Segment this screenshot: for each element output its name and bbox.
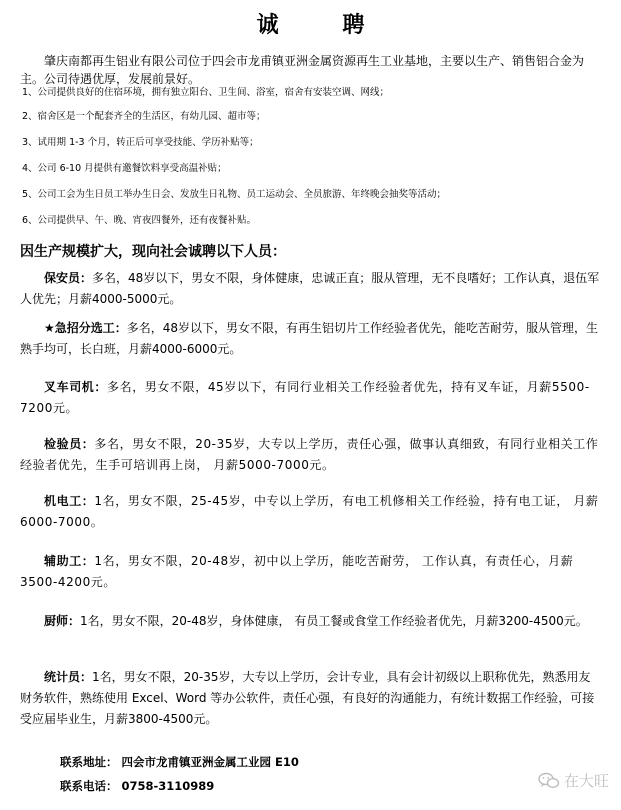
job-security-guard xyxy=(20,268,601,310)
benefit-item: 4、公司 6-10 月提供有邀餐饮料享受高温补贴； xyxy=(22,163,227,174)
wechat-icon xyxy=(538,772,560,790)
job-title: 辅助工： xyxy=(44,554,95,568)
job-title: 检验员： xyxy=(44,437,95,451)
page-title: 诚 聘 xyxy=(256,12,393,38)
watermark-text: 在大旺 xyxy=(563,772,609,790)
job-description: 1名，男女不限，20-48岁，身体健康， 有员工餐或食堂工作经验者优先，月薪3200-4500元。 xyxy=(80,614,588,628)
benefit-item: 5、公司工会为生日员工举办生日会、发放生日礼物、员工运动会、全员旅游、年终晚会抽奖等活动； xyxy=(22,189,447,200)
job-title: 统计员： xyxy=(44,670,93,684)
job-description: 1名，男女不限，20-35岁，大专以上学历，会计专业，具有会计初级以上职称优先，熟悉用友财务软件，熟练使用 Excel、Word 等办公软件，责任心强，有良好的沟通能力，有统计数据工作经验，可接受应届毕业生，月薪3800-4500元。 xyxy=(20,670,595,726)
job-sorting-worker xyxy=(20,318,601,360)
job-auxiliary-worker xyxy=(20,551,601,593)
company-intro: 肇庆南都再生铝业有限公司位于四会市龙甫镇亚洲金属资源再生工业基地，主要以生产、销售铝合金为主。公司待遇优厚，发展前景好。 xyxy=(20,54,585,86)
benefit-item: 6、公司提供早、午、晚、宵夜四餐外，还有夜餐补贴。 xyxy=(22,215,257,226)
job-title: 厨师： xyxy=(44,614,81,628)
jobs-heading: 因生产规模扩大，现向社会诚聘以下人员： xyxy=(20,244,286,260)
benefit-item: 2、宿舍区是一个配套齐全的生活区，有幼儿园、超市等； xyxy=(22,111,266,122)
job-title: 叉车司机： xyxy=(44,380,108,394)
job-description: 多名，男女不限，20-35岁，大专以上学历，责任心强，做事认真细致，有同行业相关工作经验者优先，生手可培训再上岗， 月薪5000-7000元。 xyxy=(20,437,599,472)
contact-address: 联系地址： 四会市龙甫镇亚洲金属工业园 E10 xyxy=(60,755,299,769)
job-electrician xyxy=(20,491,601,533)
job-title: 保安员： xyxy=(44,271,93,285)
job-description: 多名，男女不限，45岁以下，有同行业相关工作经验者优先，持有叉车证，月薪5500-7200元。 xyxy=(20,380,590,415)
job-description: 多名，48岁以下，男女不限，有再生铝切片工作经验者优先，能吃苦耐劳，服从管理，生熟手均可，长白班，月薪4000-6000元。 xyxy=(20,321,599,356)
job-statistician xyxy=(20,667,601,730)
contact-phone: 联系电话： 0758-3110989 xyxy=(60,779,215,793)
job-description: 1名，男女不限，25-45岁，中专以上学历，有电工机修相关工作经验，持有电工证， 月薪6000-7000。 xyxy=(20,494,599,529)
job-description: 多名，48岁以下，男女不限，身体健康，忠诚正直；服从管理，无不良嗜好；工作认真，退伍军人优先；月薪4000-5000元。 xyxy=(20,271,600,306)
benefit-item: 1、公司提供良好的住宿环境，拥有独立阳台、卫生间、浴室，宿舍有安装空调、网线； xyxy=(22,87,390,98)
benefit-item: 3、试用期 1-3 个月，转正后可享受技能、学历补贴等； xyxy=(22,137,259,148)
job-chef xyxy=(20,611,601,632)
watermark xyxy=(538,770,609,791)
job-title: ★急招分选工： xyxy=(44,321,127,335)
job-description: 1名，男女不限，20-48岁，初中以上学历，能吃苦耐劳， 工作认真，有责任心，月薪3500-4200元。 xyxy=(20,554,574,589)
job-title: 机电工： xyxy=(44,494,95,508)
job-forklift-driver xyxy=(20,377,601,419)
job-inspector xyxy=(20,434,601,476)
